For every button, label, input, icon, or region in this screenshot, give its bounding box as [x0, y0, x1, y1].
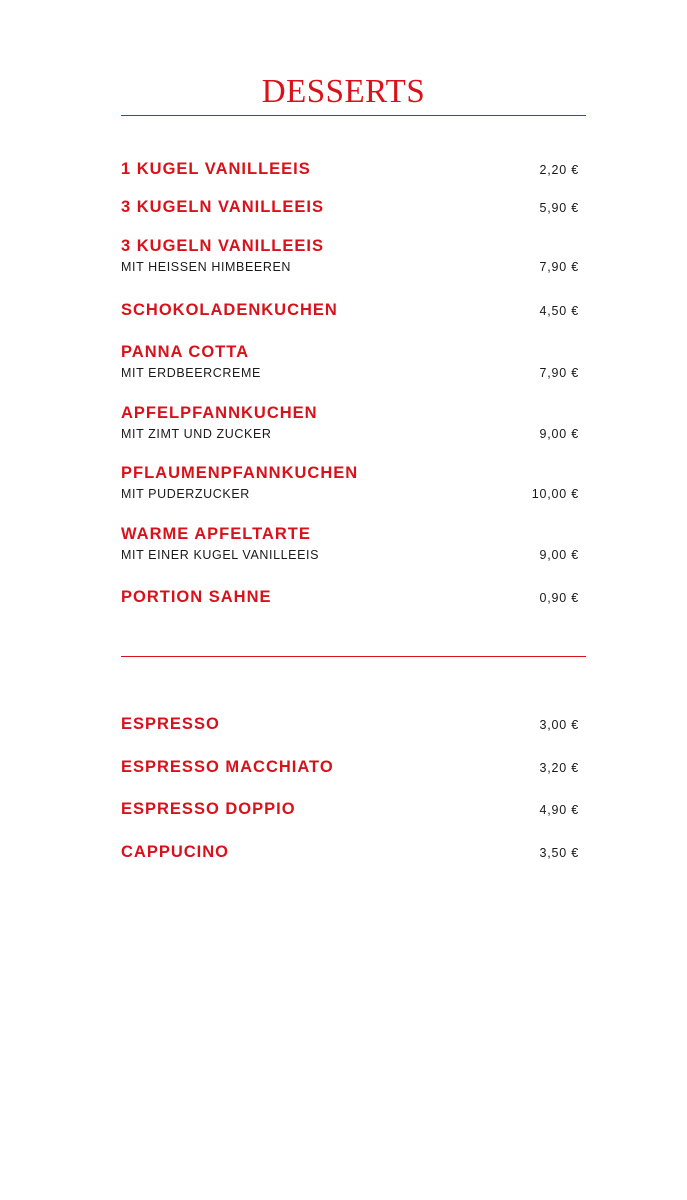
item-price: 7,90 €	[539, 260, 579, 274]
item-name: 3 KUGELN VANILLEEIS	[121, 237, 324, 255]
item-description: MIT ZIMT UND ZUCKER	[121, 427, 272, 441]
item-name: ESPRESSO DOPPIO	[121, 800, 296, 818]
item-price: 3,00 €	[539, 718, 579, 732]
item-price: 2,20 €	[539, 163, 579, 177]
item-name: PORTION SAHNE	[121, 588, 272, 606]
dessert-item	[121, 587, 579, 627]
item-price: 10,00 €	[531, 487, 579, 501]
title-divider	[121, 115, 586, 116]
item-name: ESPRESSO	[121, 715, 220, 733]
item-description: MIT HEISSEN HIMBEEREN	[121, 260, 292, 274]
item-price: 3,50 €	[539, 846, 579, 860]
dessert-item	[121, 342, 579, 382]
item-name: 1 KUGEL VANILLEEIS	[121, 160, 311, 178]
item-description: MIT EINER KUGEL VANILLEEIS	[121, 548, 320, 562]
dessert-item	[121, 463, 579, 503]
dessert-item	[121, 159, 579, 199]
coffee-item	[121, 714, 579, 754]
dessert-item	[121, 300, 579, 340]
coffee-item	[121, 757, 579, 797]
dessert-item	[121, 236, 579, 276]
item-name: PANNA COTTA	[121, 343, 250, 361]
item-price: 5,90 €	[539, 201, 579, 215]
item-price: 9,00 €	[539, 427, 579, 441]
item-name: PFLAUMENPFANNKUCHEN	[121, 464, 359, 482]
item-name: SCHOKOLADENKUCHEN	[121, 301, 338, 319]
item-price: 4,90 €	[539, 803, 579, 817]
item-name: ESPRESSO MACCHIATO	[121, 758, 334, 776]
menu-title: DESSERTS	[261, 73, 426, 111]
dessert-item	[121, 524, 579, 564]
item-name: APFELPFANNKUCHEN	[121, 404, 318, 422]
item-price: 4,50 €	[539, 304, 579, 318]
item-description: MIT ERDBEERCREME	[121, 366, 261, 380]
item-description: MIT PUDERZUCKER	[121, 487, 250, 501]
item-name: 3 KUGELN VANILLEEIS	[121, 198, 324, 216]
dessert-item	[121, 403, 579, 443]
section-divider	[121, 656, 586, 657]
dessert-item	[121, 197, 579, 237]
item-price: 9,00 €	[539, 548, 579, 562]
item-name: CAPPUCINO	[121, 843, 230, 861]
coffee-item	[121, 842, 579, 882]
item-price: 7,90 €	[539, 366, 579, 380]
coffee-item	[121, 799, 579, 839]
item-price: 3,20 €	[539, 761, 579, 775]
item-name: WARME APFELTARTE	[121, 525, 311, 543]
item-price: 0,90 €	[539, 591, 579, 605]
